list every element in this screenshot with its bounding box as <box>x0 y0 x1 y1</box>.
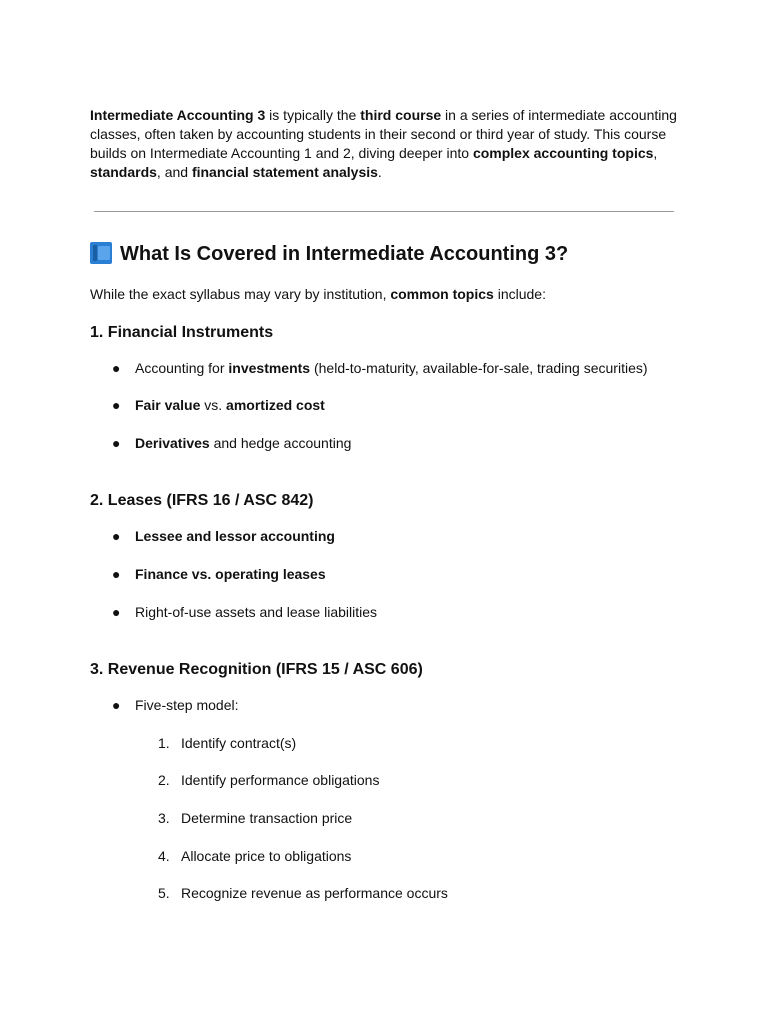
list-item-bold: investments <box>228 360 311 376</box>
bullet-icon: ● <box>112 604 121 620</box>
intro-bold-analysis: financial statement analysis <box>191 164 378 180</box>
step-text: Recognize revenue as performance occurs <box>181 885 448 901</box>
step-number: 3. <box>158 810 170 826</box>
intro-bold-course-name: Intermediate Accounting 3 <box>90 107 266 123</box>
bullet-icon: ● <box>112 360 121 376</box>
numbered-item <box>158 847 351 866</box>
lead-bold-common-topics: common topics <box>390 286 494 302</box>
list-item <box>112 527 335 546</box>
section-heading <box>90 241 568 267</box>
bullet-icon: ● <box>112 566 121 582</box>
step-number: 2. <box>158 772 170 788</box>
list-item-bold: Derivatives <box>135 435 210 451</box>
intro-bold-third-course: third course <box>360 107 442 123</box>
intro-text: . <box>377 164 382 180</box>
list-item-text: and hedge accounting <box>209 435 352 451</box>
list-item-bold: Finance vs. operating leases <box>135 566 326 582</box>
list-item <box>112 696 238 715</box>
step-text: Identify performance obligations <box>181 772 380 788</box>
step-text: Allocate price to obligations <box>181 848 352 864</box>
intro-bold-topics: complex accounting topics <box>472 145 654 161</box>
list-item <box>112 603 377 622</box>
numbered-item <box>158 771 379 790</box>
section-heading-text: What Is Covered in Intermediate Accounting 3? <box>120 243 569 265</box>
intro-paragraph <box>90 106 680 182</box>
numbered-item <box>158 734 296 753</box>
subheading-financial-instruments: 1. Financial Instruments <box>90 324 274 341</box>
intro-bold-standards: standards <box>90 164 157 180</box>
bullet-icon: ● <box>112 397 121 413</box>
list-item-text: Five-step model: <box>135 697 239 713</box>
step-number: 1. <box>158 735 170 751</box>
list-item-text: Accounting for <box>135 360 229 376</box>
list-item-text: (held-to-maturity, available-for-sale, trading securities) <box>310 360 648 376</box>
blue-book-icon <box>90 242 112 264</box>
bullet-icon: ● <box>112 528 121 544</box>
list-item <box>112 359 648 378</box>
list-item-bold: Fair value <box>135 397 201 413</box>
bullet-icon: ● <box>112 435 121 451</box>
horizontal-divider <box>94 211 674 212</box>
intro-text: in a series of intermediate accounting classes, often taken by accounting students in their second or third year of study. This course builds on Intermediate Accounting 1 and 2, diving deeper into <box>90 107 677 161</box>
step-text: Determine transaction price <box>181 810 353 826</box>
lead-paragraph <box>90 285 546 304</box>
numbered-item <box>158 809 352 828</box>
list-item-bold: Lessee and lessor accounting <box>135 528 335 544</box>
step-text: Identify contract(s) <box>181 735 297 751</box>
intro-text: is typically the <box>265 107 361 123</box>
subheading-revenue-recognition: 3. Revenue Recognition (IFRS 15 / ASC 606) <box>90 661 423 678</box>
step-number: 5. <box>158 885 170 901</box>
list-item-text: vs. <box>200 397 227 413</box>
numbered-item <box>158 884 448 903</box>
list-item <box>112 565 326 584</box>
list-item-text: Right-of-use assets and lease liabilities <box>135 604 378 620</box>
bullet-icon: ● <box>112 697 121 713</box>
lead-text: While the exact syllabus may vary by institution, <box>90 286 391 302</box>
list-item <box>112 396 325 415</box>
step-number: 4. <box>158 848 170 864</box>
intro-text: , and <box>156 164 192 180</box>
subheading-leases: 2. Leases (IFRS 16 / ASC 842) <box>90 492 314 509</box>
intro-text: , <box>653 145 658 161</box>
list-item <box>112 434 351 453</box>
list-item-bold: amortized cost <box>226 397 325 413</box>
lead-text: include: <box>493 286 546 302</box>
